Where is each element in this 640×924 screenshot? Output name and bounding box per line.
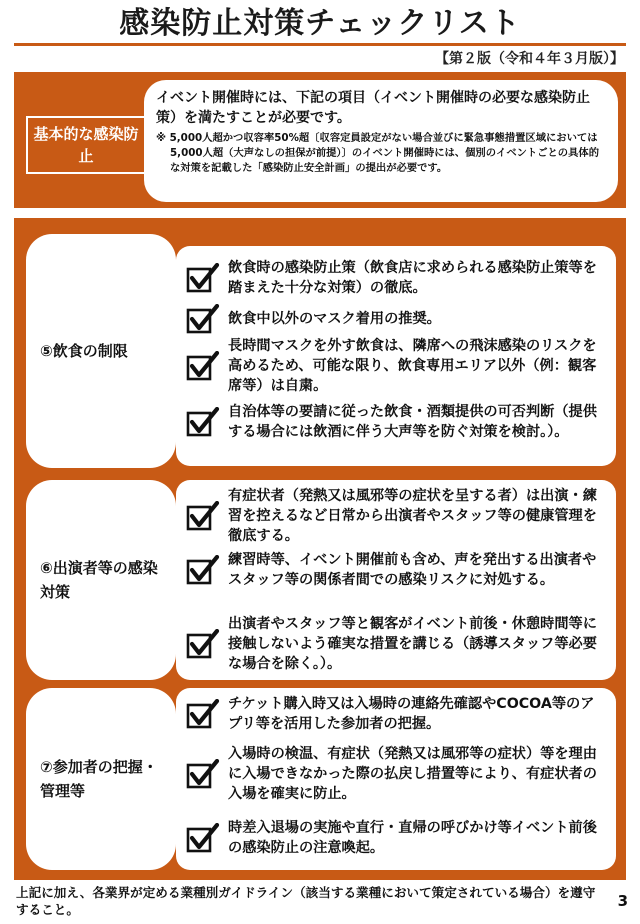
checklist-item[interactable] [186,402,608,442]
checked-box-icon[interactable] [186,263,220,293]
checklist-item-text: 自治体等の要請に従った飲食・酒類提供の可否判断（提供する場合には飲酒に伴う大声等を防ぐ対策を検討。）。 [228,404,597,440]
basic-main-text: イベント開催時には、下記の項目（イベント開催時の必要な感染防止策）を満たすことが必要です。 [156,90,590,126]
checked-box-icon[interactable] [186,407,220,437]
checklist-item[interactable] [186,744,608,804]
page-title: 感染防止対策チェックリスト [119,6,521,41]
checklist-item-text: 出演者やスタッフ等と観客がイベント前後・休憩時間等に接触しないよう確実な措置を講じる（誘導スタッフ等必要な場合を除く。）。 [228,616,597,672]
checked-box-icon[interactable] [186,629,220,659]
checked-box-icon[interactable] [186,501,220,531]
basic-prevention-box [144,80,618,202]
section-label-participant-management: ⑦参加者の把握・管理等 [26,688,176,870]
checklist-item[interactable] [186,486,608,546]
checked-box-icon[interactable] [186,759,220,789]
checklist-item[interactable] [186,258,608,298]
checklist-item[interactable] [186,694,608,734]
checked-box-icon[interactable] [186,699,220,729]
title-bar [14,4,626,46]
checklist-item[interactable] [186,614,608,674]
checklist-item[interactable] [186,550,608,590]
checked-box-icon[interactable] [186,304,220,334]
checked-box-icon[interactable] [186,555,220,585]
checklist-item-text: 飲食時の感染防止策（飲食店に求められる感染防止策等を踏まえた十分な対策）の徹底。 [228,260,597,296]
basic-prevention-label: 基本的な感染防止 [26,116,146,174]
section-label-performer-measures: ⑥出演者等の感染対策 [26,480,176,680]
page-number: 3 [617,892,628,910]
section-items-eating-restriction [176,246,616,466]
footer-note: 上記に加え、各業界が定める業種別ガイドライン（該当する業種において策定されている場合）を遵守すること。 [16,885,596,917]
checklist-item[interactable] [186,336,608,396]
checked-box-icon[interactable] [186,351,220,381]
checklist-item-text: 練習時等、イベント開催前も含め、声を発出する出演者やスタッフ等の関係者間での感染リスクに対処する。 [228,552,597,588]
section-items-participant-management [176,688,616,870]
checklist-item-text: チケット購入時又は入場時の連絡先確認やCOCOA等のアプリ等を活用した参加者の把握。 [228,696,595,732]
checklist-item-text: 入場時の検温、有症状（発熱又は風邪等の症状）等を理由に入場できなかった際の払戻し措置等により、有症状者の入場を確実に防止。 [228,746,597,802]
checked-box-icon[interactable] [186,823,220,853]
basic-prevention-panel [14,72,626,208]
edition-label: 【第２版（令和４年３月版）】 [435,51,624,67]
checklist-panel [14,218,626,880]
checklist-item[interactable] [186,818,608,858]
checklist-item-text: 有症状者（発熱又は風邪等の症状を呈する者）は出演・練習を控えるなど日常から出演者やスタッフ等の健康管理を徹底する。 [228,488,597,544]
checklist-item[interactable] [186,304,608,334]
basic-note-text: ※ 5,000人超かつ収容率50%超〔収容定員設定がない場合並びに緊急事態措置区域においては5,000人超（大声なしの担保が前提）〕のイベント開催時には、個別のイベントごとの具体的な対策を記載した「感染防止安全計画」の提出が必要です。 [156,132,599,174]
checklist-item-text: 長時間マスクを外す飲食は、隣席への飛沫感染のリスクを高めるため、可能な限り、飲食専用エリア以外（例：観客席等）は自粛。 [228,338,597,394]
section-label-eating-restriction: ⑤飲食の制限 [26,234,176,468]
checklist-item-text: 飲食中以外のマスク着用の推奨。 [228,311,441,327]
section-items-performer-measures [176,480,616,680]
checklist-item-text: 時差入退場の実施や直行・直帰の呼びかけ等イベント前後の感染防止の注意喚起。 [228,820,597,856]
